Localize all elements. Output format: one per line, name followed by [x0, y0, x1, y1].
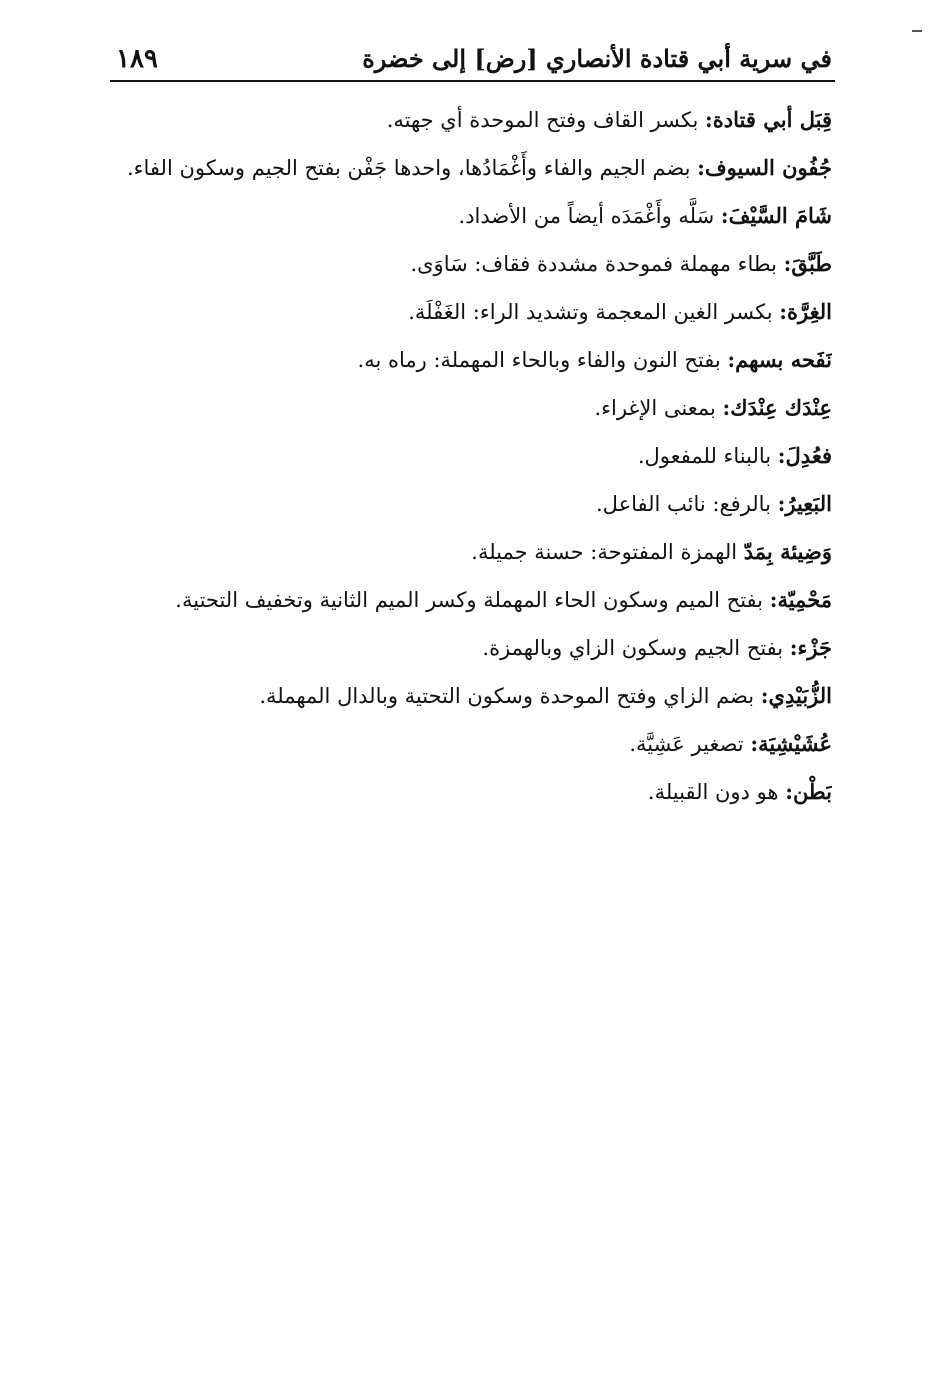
entry-term: شَامَ السَّيْفَ: — [720, 203, 832, 228]
entry-definition: هو دون القبيلة. — [647, 780, 786, 804]
entry-term: الغِرَّة: — [779, 299, 832, 324]
glossary-entry — [110, 336, 832, 384]
entry-definition: بكسر الغين المعجمة وتشديد الراء: الغَفْلَة. — [408, 300, 780, 324]
entry-definition: بالبناء للمفعول. — [637, 444, 778, 468]
glossary-entry — [110, 672, 832, 720]
glossary-entry — [110, 144, 832, 192]
entry-term: الزُّبَيْدِي: — [760, 683, 832, 708]
glossary-list — [110, 96, 832, 816]
entry-term: وَضِيئة بِمَدّ — [743, 539, 832, 564]
glossary-entry — [110, 528, 832, 576]
entry-definition: سَلَّه وأَغْمَدَه أيضاً من الأضداد. — [458, 204, 721, 228]
glossary-entry — [110, 432, 832, 480]
entry-term: جُفُون السيوف: — [697, 155, 832, 180]
corner-mark — [912, 30, 922, 32]
entry-definition: بفتح النون والفاء وبالحاء المهملة: رماه به. — [357, 348, 728, 372]
entry-definition: بطاء مهملة فموحدة مشددة فقاف: سَاوَى. — [410, 252, 784, 276]
entry-term: قِبَل أبي قتادة: — [705, 107, 832, 132]
entry-definition: الهمزة المفتوحة: حسنة جميلة. — [471, 540, 744, 564]
entry-definition: بضم الجيم والفاء وأَغْمَادُها، واحدها جَفْن بفتح الجيم وسكون الفاء. — [126, 156, 698, 180]
entry-term: عُشَيْشِيَة: — [750, 731, 832, 756]
entry-term: عِنْدَك عِنْدَك: — [722, 395, 832, 420]
entry-term: بَطْن: — [785, 779, 832, 804]
glossary-entry — [110, 384, 832, 432]
glossary-entry — [110, 576, 832, 624]
entry-term: فعُدِلَ: — [777, 443, 832, 468]
entry-term: مَحْمِيّة: — [769, 587, 832, 612]
page-number: ١٨٩ — [116, 44, 158, 74]
entry-term: طَبَّقَ: — [783, 251, 832, 276]
entry-definition: بفتح الميم وسكون الحاء المهملة وكسر الميم الثانية وتخفيف التحتية. — [175, 588, 770, 612]
glossary-entry — [110, 768, 832, 816]
glossary-entry — [110, 624, 832, 672]
glossary-entry — [110, 720, 832, 768]
entry-definition: بالرفع: نائب الفاعل. — [595, 492, 778, 516]
glossary-entry — [110, 288, 832, 336]
glossary-entry — [110, 192, 832, 240]
entry-term: نَفَحه بسهم: — [727, 347, 832, 372]
running-title: في سرية أبي قتادة الأنصاري [رض] إلى خضرة — [362, 44, 832, 73]
entry-definition: تصغير عَشِيَّة. — [629, 732, 751, 756]
page-header — [110, 40, 832, 80]
entry-definition: بكسر القاف وفتح الموحدة أي جهته. — [386, 108, 706, 132]
entry-term: جَزْء: — [789, 635, 832, 660]
header-rule — [110, 80, 835, 82]
glossary-entry — [110, 480, 832, 528]
entry-term: البَعِيرُ: — [777, 491, 832, 516]
entry-definition: بمعنى الإغراء. — [594, 396, 723, 420]
entry-definition: بفتح الجيم وسكون الزاي وبالهمزة. — [482, 636, 790, 660]
glossary-entry — [110, 240, 832, 288]
entry-definition: بضم الزاي وفتح الموحدة وسكون التحتية وبالدال المهملة. — [259, 684, 761, 708]
glossary-entry — [110, 96, 832, 144]
